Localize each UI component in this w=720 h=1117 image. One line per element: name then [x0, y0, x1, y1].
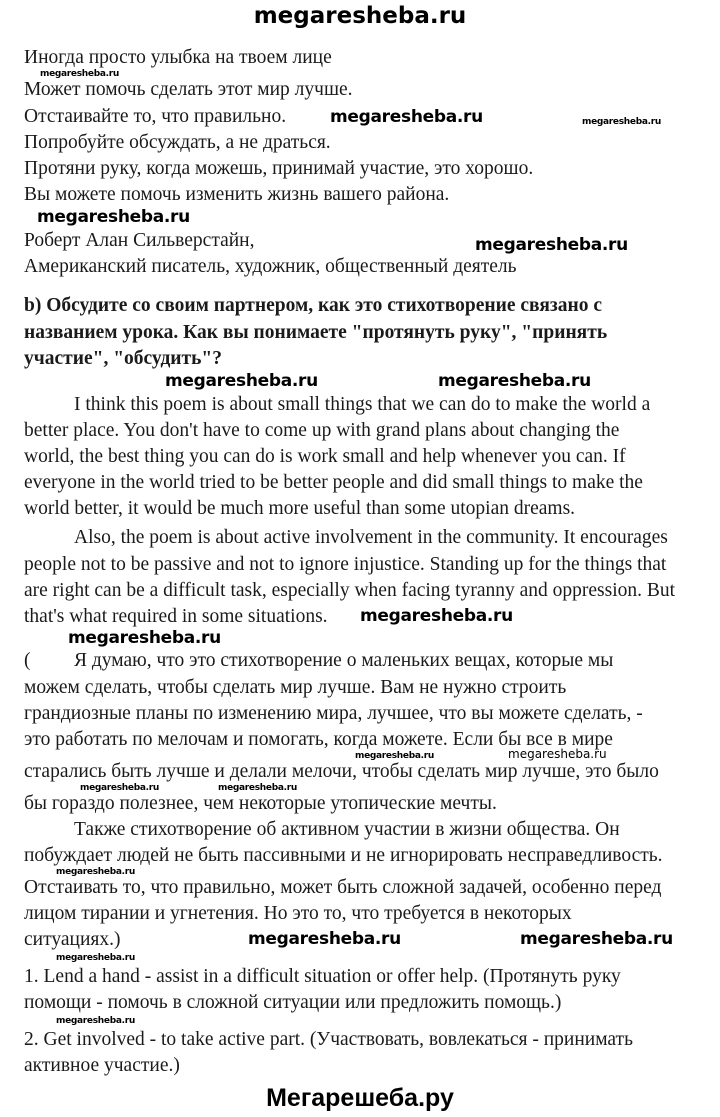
answer-ru-line: Также стихотворение об активном участии в жизни общества. Он [74, 819, 620, 840]
definition-line: 2. Get involved - to take active part. (Участвовать, вовлекаться - принимать [24, 1029, 633, 1050]
answer-en-line: everyone in the world tried to be better people and did small things to make the [24, 472, 643, 493]
header-watermark: megaresheba.ru [253, 3, 467, 29]
watermark: megaresheba.ru [438, 371, 591, 391]
poem-line: Протяни руку, когда можешь, принимай участие, это хорошо. [24, 158, 534, 179]
answer-en-line: are right can be a difficult task, especially when facing tyranny and oppression. But [24, 580, 676, 601]
answer-en-line: better place. You don't have to come up with grand plans about changing the [24, 420, 620, 441]
definition-line: 1. Lend a hand - assist in a difficult situation or offer help. (Протянуть руку [24, 966, 621, 987]
answer-ru-line: грандиозные планы по изменению мира, лучшее, что вы можете сделать, - [24, 703, 643, 724]
answer-ru-line: Отстаивать то, что правильно, может быть сложной задачей, особенно перед [24, 877, 662, 898]
watermark: megaresheba.ru [355, 751, 434, 761]
watermark: megaresheba.ru [520, 929, 673, 949]
answer-en-line: I think this poem is about small things that we can do to make the world a [74, 394, 651, 415]
watermark: megaresheba.ru [508, 747, 607, 761]
poem-author: Роберт Алан Сильверстайн, [24, 230, 255, 251]
poem-line: Отстаивайте то, что правильно. [24, 106, 287, 127]
watermark: megaresheba.ru [330, 107, 483, 127]
definition-line: активное участие.) [24, 1055, 180, 1076]
answer-en-line: that's what required in some situations. [24, 606, 328, 627]
answer-ru-line: Я думаю, что это стихотворение о маленьких вещах, которые мы [74, 650, 614, 671]
watermark: megaresheba.ru [56, 1016, 135, 1026]
watermark: megaresheba.ru [56, 867, 135, 877]
poem-line: Попробуйте обсуждать, а не драться. [24, 132, 331, 153]
watermark: megaresheba.ru [37, 207, 190, 227]
answer-ru-line: это работать по мелочам и помогать, когда можете. Если бы все в мире [24, 729, 613, 750]
answer-en-line: people not to be passive and not to ignore injustice. Standing up for the things that [24, 554, 667, 575]
answer-ru-line: лицом тирании и угнетения. Но это то, что требуется в некоторых [24, 903, 572, 924]
answer-ru-open-paren: ( [24, 650, 31, 671]
task-line: названием урока. Как вы понимаете "протянуть руку", "принять [24, 322, 608, 343]
watermark: megaresheba.ru [582, 117, 661, 127]
watermark: megaresheba.ru [165, 371, 318, 391]
footer-watermark: Мегарешеба.ру [266, 1084, 454, 1112]
poem-author-desc: Американский писатель, художник, общественный деятель [24, 256, 517, 277]
task-line: участие", "обсудить"? [24, 348, 223, 369]
answer-ru-line: бы гораздо полезнее, чем некоторые утопические мечты. [24, 793, 497, 814]
poem-line: Иногда просто улыбка на твоем лице [24, 47, 332, 68]
watermark: megaresheba.ru [218, 783, 297, 793]
definition-line: помощи - помочь в сложной ситуации или предложить помощь.) [24, 992, 562, 1013]
watermark: megaresheba.ru [40, 69, 119, 79]
watermark: megaresheba.ru [248, 929, 401, 949]
answer-en-line: world, the best thing you can do is work small and help whenever you can. If [24, 446, 626, 467]
watermark: megaresheba.ru [56, 953, 135, 963]
answer-ru-line: ситуациях.) [24, 929, 121, 950]
poem-line: Может помочь сделать этот мир лучше. [24, 79, 353, 100]
poem-line: Вы можете помочь изменить жизнь вашего района. [24, 184, 450, 205]
watermark: megaresheba.ru [475, 235, 628, 255]
answer-en-line: world better, it would be much more useful than some utopian dreams. [24, 498, 576, 519]
answer-ru-line: старались быть лучше и делали мелочи, чтобы сделать мир лучше, это было [24, 761, 659, 782]
watermark: megaresheba.ru [360, 606, 513, 626]
answer-ru-line: побуждает людей не быть пассивными и не игнорировать несправедливость. [24, 845, 663, 866]
task-line: b) Обсудите со своим партнером, как это стихотворение связано с [24, 295, 602, 316]
answer-ru-line: можем сделать, чтобы сделать мир лучше. Вам не нужно строить [24, 677, 567, 698]
watermark: megaresheba.ru [80, 783, 159, 793]
watermark: megaresheba.ru [68, 628, 221, 648]
answer-en-line: Also, the poem is about active involvement in the community. It encourages [74, 527, 668, 548]
